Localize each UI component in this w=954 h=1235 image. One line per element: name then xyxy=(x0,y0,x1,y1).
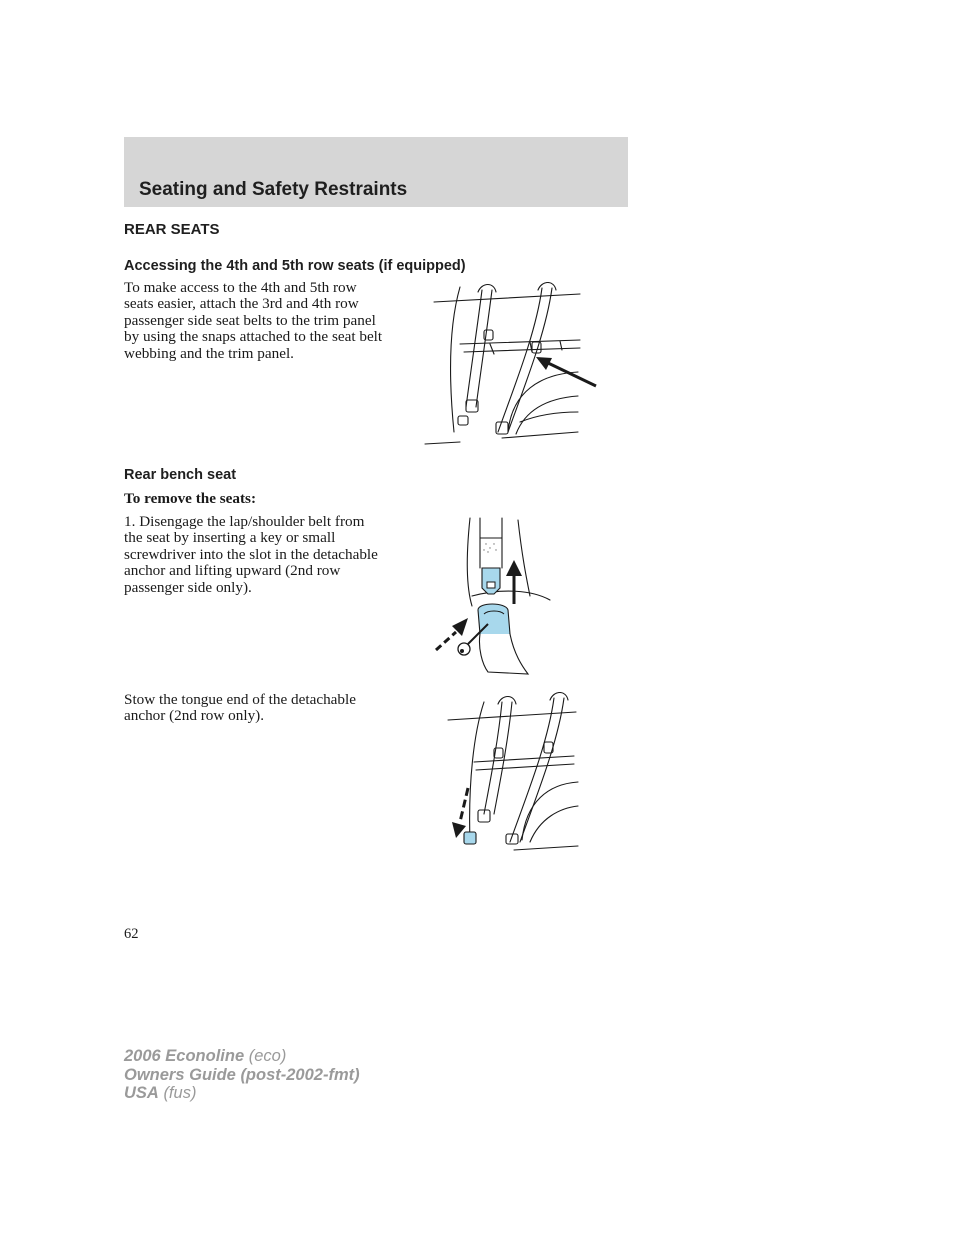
page-number: 62 xyxy=(124,926,139,942)
step-1-paragraph: 1. Disengage the lap/shoulder belt from the seat by inserting a key or small screwdriver into the slot in the detachable anchor and lifting upward (2nd row passenger side only). xyxy=(124,513,378,596)
header-band xyxy=(124,137,628,207)
page-header-title: Seating and Safety Restraints xyxy=(139,179,408,200)
footer-line-3: USA (fus) xyxy=(124,1084,197,1102)
stow-tongue-paragraph: Stow the tongue end of the detachable anchor (2nd row only). xyxy=(124,691,356,725)
footer-line-1: 2006 Econoline (eco) xyxy=(124,1047,287,1065)
paragraph-access: To make access to the 4th and 5th row seats easier, attach the 3rd and 4th row passenger side seat belts to the trim panel by using the snaps attached to the seat belt webbing and the trim panel. xyxy=(124,279,383,362)
footer-line-2: Owners Guide (post-2002-fmt) xyxy=(124,1065,360,1084)
detachable-anchor-illustration xyxy=(432,516,552,678)
subheading-rear-bench: Rear bench seat xyxy=(124,467,237,483)
remove-seats-heading: To remove the seats: xyxy=(124,490,257,507)
document-footer xyxy=(124,1047,360,1103)
seatbelt-snap-illustration xyxy=(420,282,600,447)
subheading-access: Accessing the 4th and 5th row seats (if equipped) xyxy=(124,258,466,274)
stow-tongue-illustration xyxy=(444,692,582,852)
section-title: REAR SEATS xyxy=(124,221,220,238)
